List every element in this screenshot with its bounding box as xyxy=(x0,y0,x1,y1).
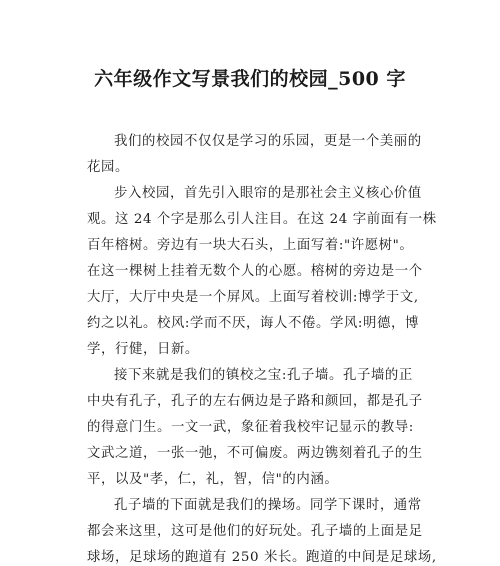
paragraph-line: 花园。 xyxy=(87,160,129,175)
paragraph-line: 在这一棵树上挂着无数个人的心愿。榕树的旁边是一个 xyxy=(87,264,423,279)
paragraph-line: 孔子墙的下面就是我们的操场。同学下课时，通常 xyxy=(114,498,422,513)
paragraph-line: 中央有孔子，孔子的左右俩边是子路和颜回，都是孔子 xyxy=(87,394,423,409)
paragraph-2 xyxy=(87,181,437,363)
paragraph-3 xyxy=(87,363,423,493)
paragraph-line: 文武之道，一张一弛，不可偏废。两边镌刻着孔子的生 xyxy=(87,446,423,461)
document-title: 六年级作文写景我们的校园_500 字 xyxy=(94,68,406,90)
paragraph-line: 接下来就是我们的镇校之宝:孔子墙。孔子墙的正 xyxy=(114,368,413,383)
paragraph-line: 都会来这里，这可是他们的好玩处。孔子墙的上面是足 xyxy=(87,524,423,539)
paragraph-line: 学，行健，日新。 xyxy=(87,342,199,357)
paragraph-4 xyxy=(87,493,437,566)
paragraph-line: 百年榕树。旁边有一块大石头，上面写着:"许愿树"。 xyxy=(87,238,414,253)
paragraph-line: 球场，足球场的跑道有 250 米长。跑道的中间是足球场, xyxy=(87,550,437,565)
paragraph-line: 的得意门生。一文一武，象征着我校牢记显示的教导: xyxy=(87,420,414,435)
paragraph-line: 步入校园，首先引入眼帘的是那社会主义核心价值 xyxy=(114,186,422,201)
paragraph-1 xyxy=(87,129,422,181)
paragraph-line: 约之以礼。校风:学而不厌，诲人不倦。学风:明德，博 xyxy=(87,316,420,331)
paragraph-line: 大厅，大厅中央是一个屏风。上面写着校训:博学于文, xyxy=(87,290,419,305)
paragraph-line: 我们的校园不仅仅是学习的乐园，更是一个美丽的 xyxy=(114,134,422,149)
paragraph-line: 观。这 24 个字是那么引人注目。在这 24 字前面有一株 xyxy=(87,212,437,227)
document-body xyxy=(87,129,437,566)
paragraph-line: 平，以及"孝，仁，礼，智，信"的内涵。 xyxy=(87,472,339,487)
